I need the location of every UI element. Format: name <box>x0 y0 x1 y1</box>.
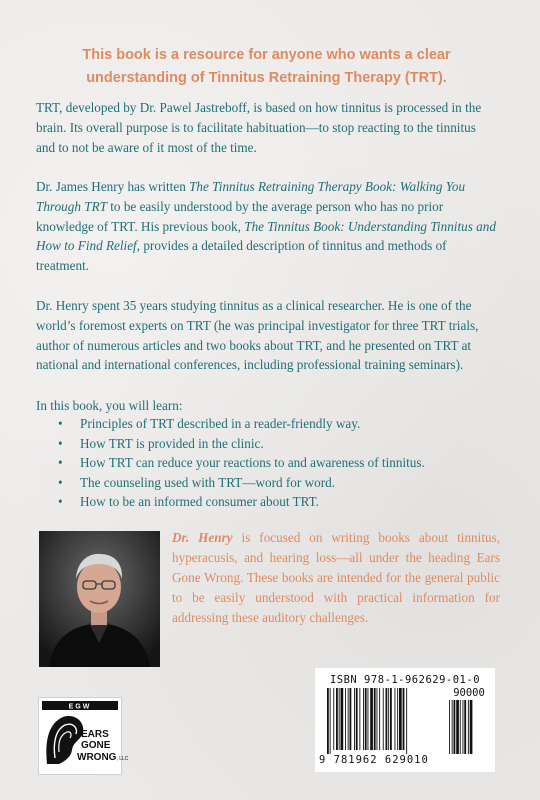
bullet-icon: • <box>58 455 63 470</box>
barcode-bar <box>365 688 367 750</box>
logo-word-ears: EARS <box>81 729 109 740</box>
author-name: Dr. Henry <box>172 530 233 545</box>
barcode-bar <box>333 688 334 750</box>
list-item: • How TRT can reduce your reactions to and awareness of tinnitus. <box>80 453 540 473</box>
barcode-bar <box>348 688 349 750</box>
barcode-bar <box>363 688 364 750</box>
list-item: • Principles of TRT described in a reader-friendly way. <box>80 414 540 434</box>
barcode-bar <box>370 688 373 750</box>
paragraph-text: Dr. James Henry has written <box>36 179 190 194</box>
expertise-paragraph: Dr. Henry spent 35 years studying tinnitus as a clinical researcher. He is one of the world’s foremost experts on TRT (he was principal investigator for three TRT trials, author of numerous articles and two books about TRT, and he presented on TRT at national and international conferences, including professional training seminars). <box>36 298 479 373</box>
barcode-addon-bar <box>470 700 473 754</box>
learn-list <box>36 414 540 512</box>
barcode-addon-bar <box>454 700 456 754</box>
barcode-bar <box>341 688 344 750</box>
barcode-bar <box>336 688 338 750</box>
intro-paragraph: TRT, developed by Dr. Pawel Jastreboff, is based on how tinnitus is processed in the brain. Its overall purpose is to facilitate habituation—to stop reacting to the tinnitus and to not be aware of it most of the time. <box>36 100 482 155</box>
list-item: • How TRT is provided in the clinic. <box>80 434 540 454</box>
bullet-icon: • <box>58 416 63 431</box>
barcode-addon-bar <box>456 700 459 754</box>
ears-gone-wrong-logo-icon <box>39 698 129 774</box>
barcode-bar <box>339 688 340 750</box>
paragraph-text: , provides a detailed description of tinnitus and methods of treatment. <box>36 238 447 274</box>
logo-initials: EGW <box>68 703 92 711</box>
logo-word-wrong: WRONG, LLC <box>77 752 129 763</box>
tagline: This book is a resource for anyone who wants a clear understanding of Tinnitus Retraining Therapy (TRT). <box>82 47 451 86</box>
barcode-bar <box>368 688 369 750</box>
bio-text: is focused on writing books about tinnitus, hyperacusis, and hearing loss—all under the heading Ears Gone Wrong. These books are intended for the general public to be easily understood with practical information for addressing these auditory challenges. <box>172 530 501 625</box>
barcode-bar <box>374 688 376 750</box>
list-item: • The counseling used with TRT—word for word. <box>80 473 540 493</box>
author-bio <box>172 528 500 628</box>
barcode-addon-bar <box>452 700 453 754</box>
author-photo <box>39 531 160 667</box>
barcode-bar <box>388 688 389 750</box>
bullet-icon: • <box>58 435 63 451</box>
author-portrait-image <box>39 531 160 667</box>
barcode-bar <box>379 688 380 750</box>
ean-digits: 9 781962 629010 <box>319 754 429 766</box>
paragraph-text: to be easily understood by the average person who has no prior knowledge of TRT. His previous book, <box>36 198 444 234</box>
barcode-bar <box>350 688 352 750</box>
addon-digits: 90000 <box>453 687 485 699</box>
learn-intro: In this book, you will learn: <box>36 398 183 413</box>
barcode-bar <box>399 688 402 750</box>
isbn-number: ISBN 978-1-962629-01-0 <box>329 674 481 686</box>
barcode-bar <box>403 688 405 750</box>
barcode-addon-bar <box>464 700 466 754</box>
barcode-addon-bar <box>463 700 464 754</box>
logo-word-gone: GONE <box>81 740 111 751</box>
barcode-addon-bar <box>460 700 461 754</box>
isbn-barcode <box>315 668 495 772</box>
publisher-logo <box>38 697 129 775</box>
barcode-bar <box>406 688 407 754</box>
barcode-bar <box>327 688 329 754</box>
barcode-addon-bar <box>468 700 469 754</box>
barcode-bar <box>395 688 396 750</box>
list-item: • How to be an informed consumer about TRT. <box>80 492 540 512</box>
barcode-bar <box>359 688 360 750</box>
barcode-bar <box>397 688 398 750</box>
barcode-bar <box>330 688 331 754</box>
barcode-addon-bar <box>449 700 450 754</box>
barcode-bar <box>354 688 355 750</box>
barcode-bar <box>356 688 358 750</box>
barcode-bar <box>377 688 378 750</box>
book-title-trt: The Tinnitus Retraining Therapy Book: Walking You Through TRT <box>36 179 466 214</box>
bullet-icon: • <box>58 494 63 509</box>
barcode-bar <box>390 688 392 750</box>
author-books-paragraph <box>36 177 498 276</box>
bullet-icon: • <box>58 474 63 490</box>
barcode-bar <box>345 688 346 750</box>
book-title-tinnitus: The Tinnitus Book: Understanding Tinnitus and How to Find Relief <box>36 218 496 254</box>
barcode-bar <box>383 688 384 750</box>
barcode-bar <box>386 688 388 750</box>
